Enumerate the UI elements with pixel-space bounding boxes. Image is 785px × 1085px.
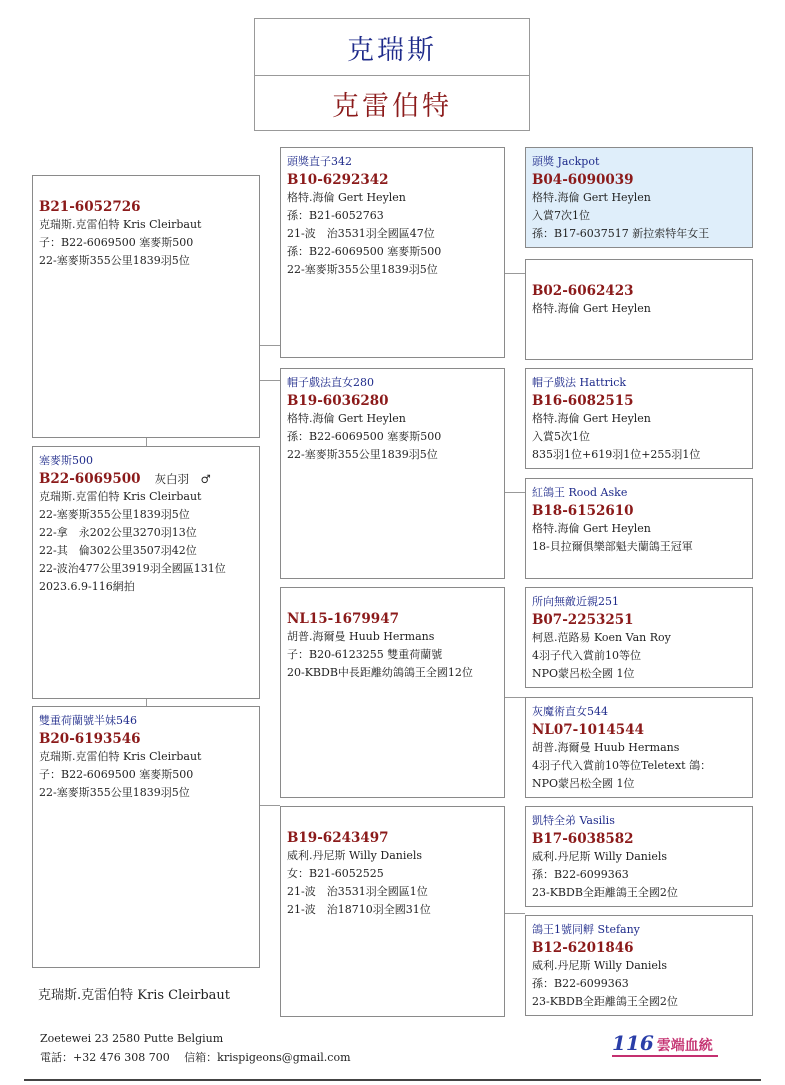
header-box	[254, 18, 530, 131]
pigeon-title: 雙重荷蘭號半妹546	[39, 714, 137, 727]
pigeon-title: 所向無敵近親251	[532, 595, 619, 608]
ring-number: B21-6052726	[39, 199, 141, 215]
pigeon-title: 帽子戲法 Hattrick	[532, 376, 627, 389]
gg-dam-4-box	[525, 915, 753, 1016]
pigeon-title: 頭獎 Jackpot	[532, 155, 600, 168]
detail-line: 格特.海倫 Gert Heylen	[532, 522, 651, 535]
detail-line: 克瑞斯.克雷伯特 Kris Cleirbaut	[39, 218, 202, 231]
detail-line: 835羽1位+619羽1位+255羽1位	[532, 448, 701, 461]
detail-line: NPO蒙呂松全國 1位	[532, 777, 635, 790]
ring-number	[39, 470, 253, 488]
breeder-contact: 電話：+32 476 308 700 信箱：krispigeons@gmail.com	[40, 1051, 351, 1064]
ring-number: B20-6193546	[39, 731, 141, 747]
gg-sire-1-box	[525, 147, 753, 248]
pigeon-title: 凱特全弟 Vasilis	[532, 814, 615, 827]
connector-line	[505, 913, 525, 914]
detail-line: 胡普.海爾曼 Huub Hermans	[532, 741, 680, 754]
pigeon-title: 頭獎直子342	[287, 155, 352, 168]
ring-number-text: B22-6069500	[39, 471, 141, 487]
detail-line: 孫：B21-6052763	[287, 209, 384, 222]
detail-line: 孫：B22-6069500 塞麥斯500	[287, 430, 442, 443]
connector-line	[260, 805, 280, 806]
ring-number: B12-6201846	[532, 940, 634, 956]
header-title-top: 克瑞斯	[255, 19, 529, 76]
detail-line: 子：B22-6069500 塞麥斯500	[39, 236, 194, 249]
connector-line	[505, 492, 525, 493]
detail-line: 孫：B22-6099363	[532, 977, 629, 990]
ring-number: B17-6038582	[532, 831, 634, 847]
detail-line: 克瑞斯.克雷伯特 Kris Cleirbaut	[39, 750, 202, 763]
detail-line: 威利.丹尼斯 Willy Daniels	[532, 959, 668, 972]
pigeon-title: 塞麥斯500	[39, 454, 93, 467]
grandsire-maternal-box	[280, 587, 505, 798]
header-title-bottom: 克雷伯特	[332, 91, 452, 122]
breeder-address: Zoetewei 23 2580 Putte Belgium	[40, 1032, 224, 1045]
ring-number: NL07-1014544	[532, 722, 644, 738]
ring-number: B02-6062423	[532, 283, 634, 299]
detail-line: 威利.丹尼斯 Willy Daniels	[532, 850, 668, 863]
detail-line: 18-貝拉爾俱樂部魁夫蘭鴿王冠軍	[532, 540, 693, 553]
gg-dam-2-box	[525, 478, 753, 579]
detail-line: 22-波治477公里3919羽全國區131位	[39, 562, 226, 575]
logo-text: 雲端血統	[656, 1038, 713, 1054]
granddam-paternal-box	[280, 368, 505, 579]
dam-box	[32, 706, 260, 968]
detail-line: 22-塞麥斯355公里1839羽5位	[287, 448, 438, 461]
connector-line	[260, 380, 280, 381]
brand-logo	[612, 1031, 713, 1055]
detail-line: 23-KBDB全距離鴿王全國2位	[532, 886, 678, 899]
connector-line	[505, 697, 525, 698]
gg-sire-4-box	[525, 806, 753, 907]
ring-number: B07-2253251	[532, 612, 634, 628]
detail-line: 22-塞麥斯355公里1839羽5位	[39, 508, 190, 521]
detail-line: 22-其 倫302公里3507羽42位	[39, 544, 197, 557]
detail-line: 孫：B22-6099363	[532, 868, 629, 881]
pigeon-title: 帽子戲法直女280	[287, 376, 374, 389]
detail-line: 20-KBDB中長距離幼鴿鴿王全國12位	[287, 666, 473, 679]
detail-line: 22-拿 永202公里3270羽13位	[39, 526, 197, 539]
detail-line: 胡普.海爾曼 Huub Hermans	[287, 630, 435, 643]
pigeon-title: 紅鴿王 Rood Aske	[532, 486, 628, 499]
ring-number: B18-6152610	[532, 503, 634, 519]
breeder-name: 克瑞斯.克雷伯特 Kris Cleirbaut	[38, 988, 230, 1003]
detail-line: 子：B22-6069500 塞麥斯500	[39, 768, 194, 781]
detail-line: 孫：B17-6037517 新拉索特年女王	[532, 227, 710, 240]
ring-number: B19-6036280	[287, 393, 389, 409]
detail-line: 格特.海倫 Gert Heylen	[287, 191, 406, 204]
detail-line: NPO蒙呂松全國 1位	[532, 667, 635, 680]
detail-line: 克瑞斯.克雷伯特 Kris Cleirbaut	[39, 490, 202, 503]
detail-line: 入賞7次1位	[532, 209, 590, 222]
detail-line: 23-KBDB全距離鴿王全國2位	[532, 995, 678, 1008]
detail-line: 21-波 治3531羽全國區47位	[287, 227, 435, 240]
detail-line: 子：B20-6123255 雙重荷蘭號	[287, 648, 443, 661]
detail-line: 22-塞麥斯355公里1839羽5位	[287, 263, 438, 276]
detail-line: 21-波 治3531羽全國區1位	[287, 885, 428, 898]
pigeon-title: 灰魔術直女544	[532, 705, 608, 718]
detail-line: 4羽子代入賞前10等位Teletext 鴿：	[532, 759, 712, 772]
detail-line: 女：B21-6052525	[287, 867, 384, 880]
gg-sire-2-box	[525, 368, 753, 469]
ring-number: B10-6292342	[287, 172, 389, 188]
granddam-maternal-box	[280, 806, 505, 1017]
connector-line	[505, 273, 525, 274]
detail-line: 孫：B22-6069500 塞麥斯500	[287, 245, 442, 258]
subject-box	[32, 446, 260, 699]
detail-line: 柯恩.范路易 Koen Van Roy	[532, 631, 671, 644]
gg-sire-3-box	[525, 587, 753, 688]
detail-line: 格特.海倫 Gert Heylen	[532, 302, 651, 315]
gg-dam-3-box	[525, 697, 753, 798]
grandsire-paternal-box	[280, 147, 505, 358]
ring-number: NL15-1679947	[287, 611, 399, 627]
bottom-divider	[24, 1079, 761, 1081]
gg-dam-1-box	[525, 259, 753, 360]
connector-line	[260, 345, 280, 346]
sire-box	[32, 175, 260, 438]
detail-line: 格特.海倫 Gert Heylen	[532, 412, 651, 425]
logo-number: 116	[612, 1031, 654, 1055]
detail-line: 2023.6.9-116網拍	[39, 580, 135, 593]
ring-number: B19-6243497	[287, 830, 389, 846]
detail-line: 4羽子代入賞前10等位	[532, 649, 641, 662]
detail-line: 威利.丹尼斯 Willy Daniels	[287, 849, 423, 862]
detail-line: 格特.海倫 Gert Heylen	[287, 412, 406, 425]
detail-line: 格特.海倫 Gert Heylen	[532, 191, 651, 204]
detail-line: 入賞5次1位	[532, 430, 590, 443]
detail-line: 21-波 治18710羽全國31位	[287, 903, 431, 916]
detail-line: 22-塞麥斯355公里1839羽5位	[39, 786, 190, 799]
ring-number: B04-6090039	[532, 172, 634, 188]
logo-underline	[612, 1055, 718, 1057]
detail-line: 22-塞麥斯355公里1839羽5位	[39, 254, 190, 267]
color-sex: 灰白羽 ♂	[154, 472, 211, 486]
ring-number: B16-6082515	[532, 393, 634, 409]
pigeon-title: 鴿王1號同孵 Stefany	[532, 923, 640, 936]
